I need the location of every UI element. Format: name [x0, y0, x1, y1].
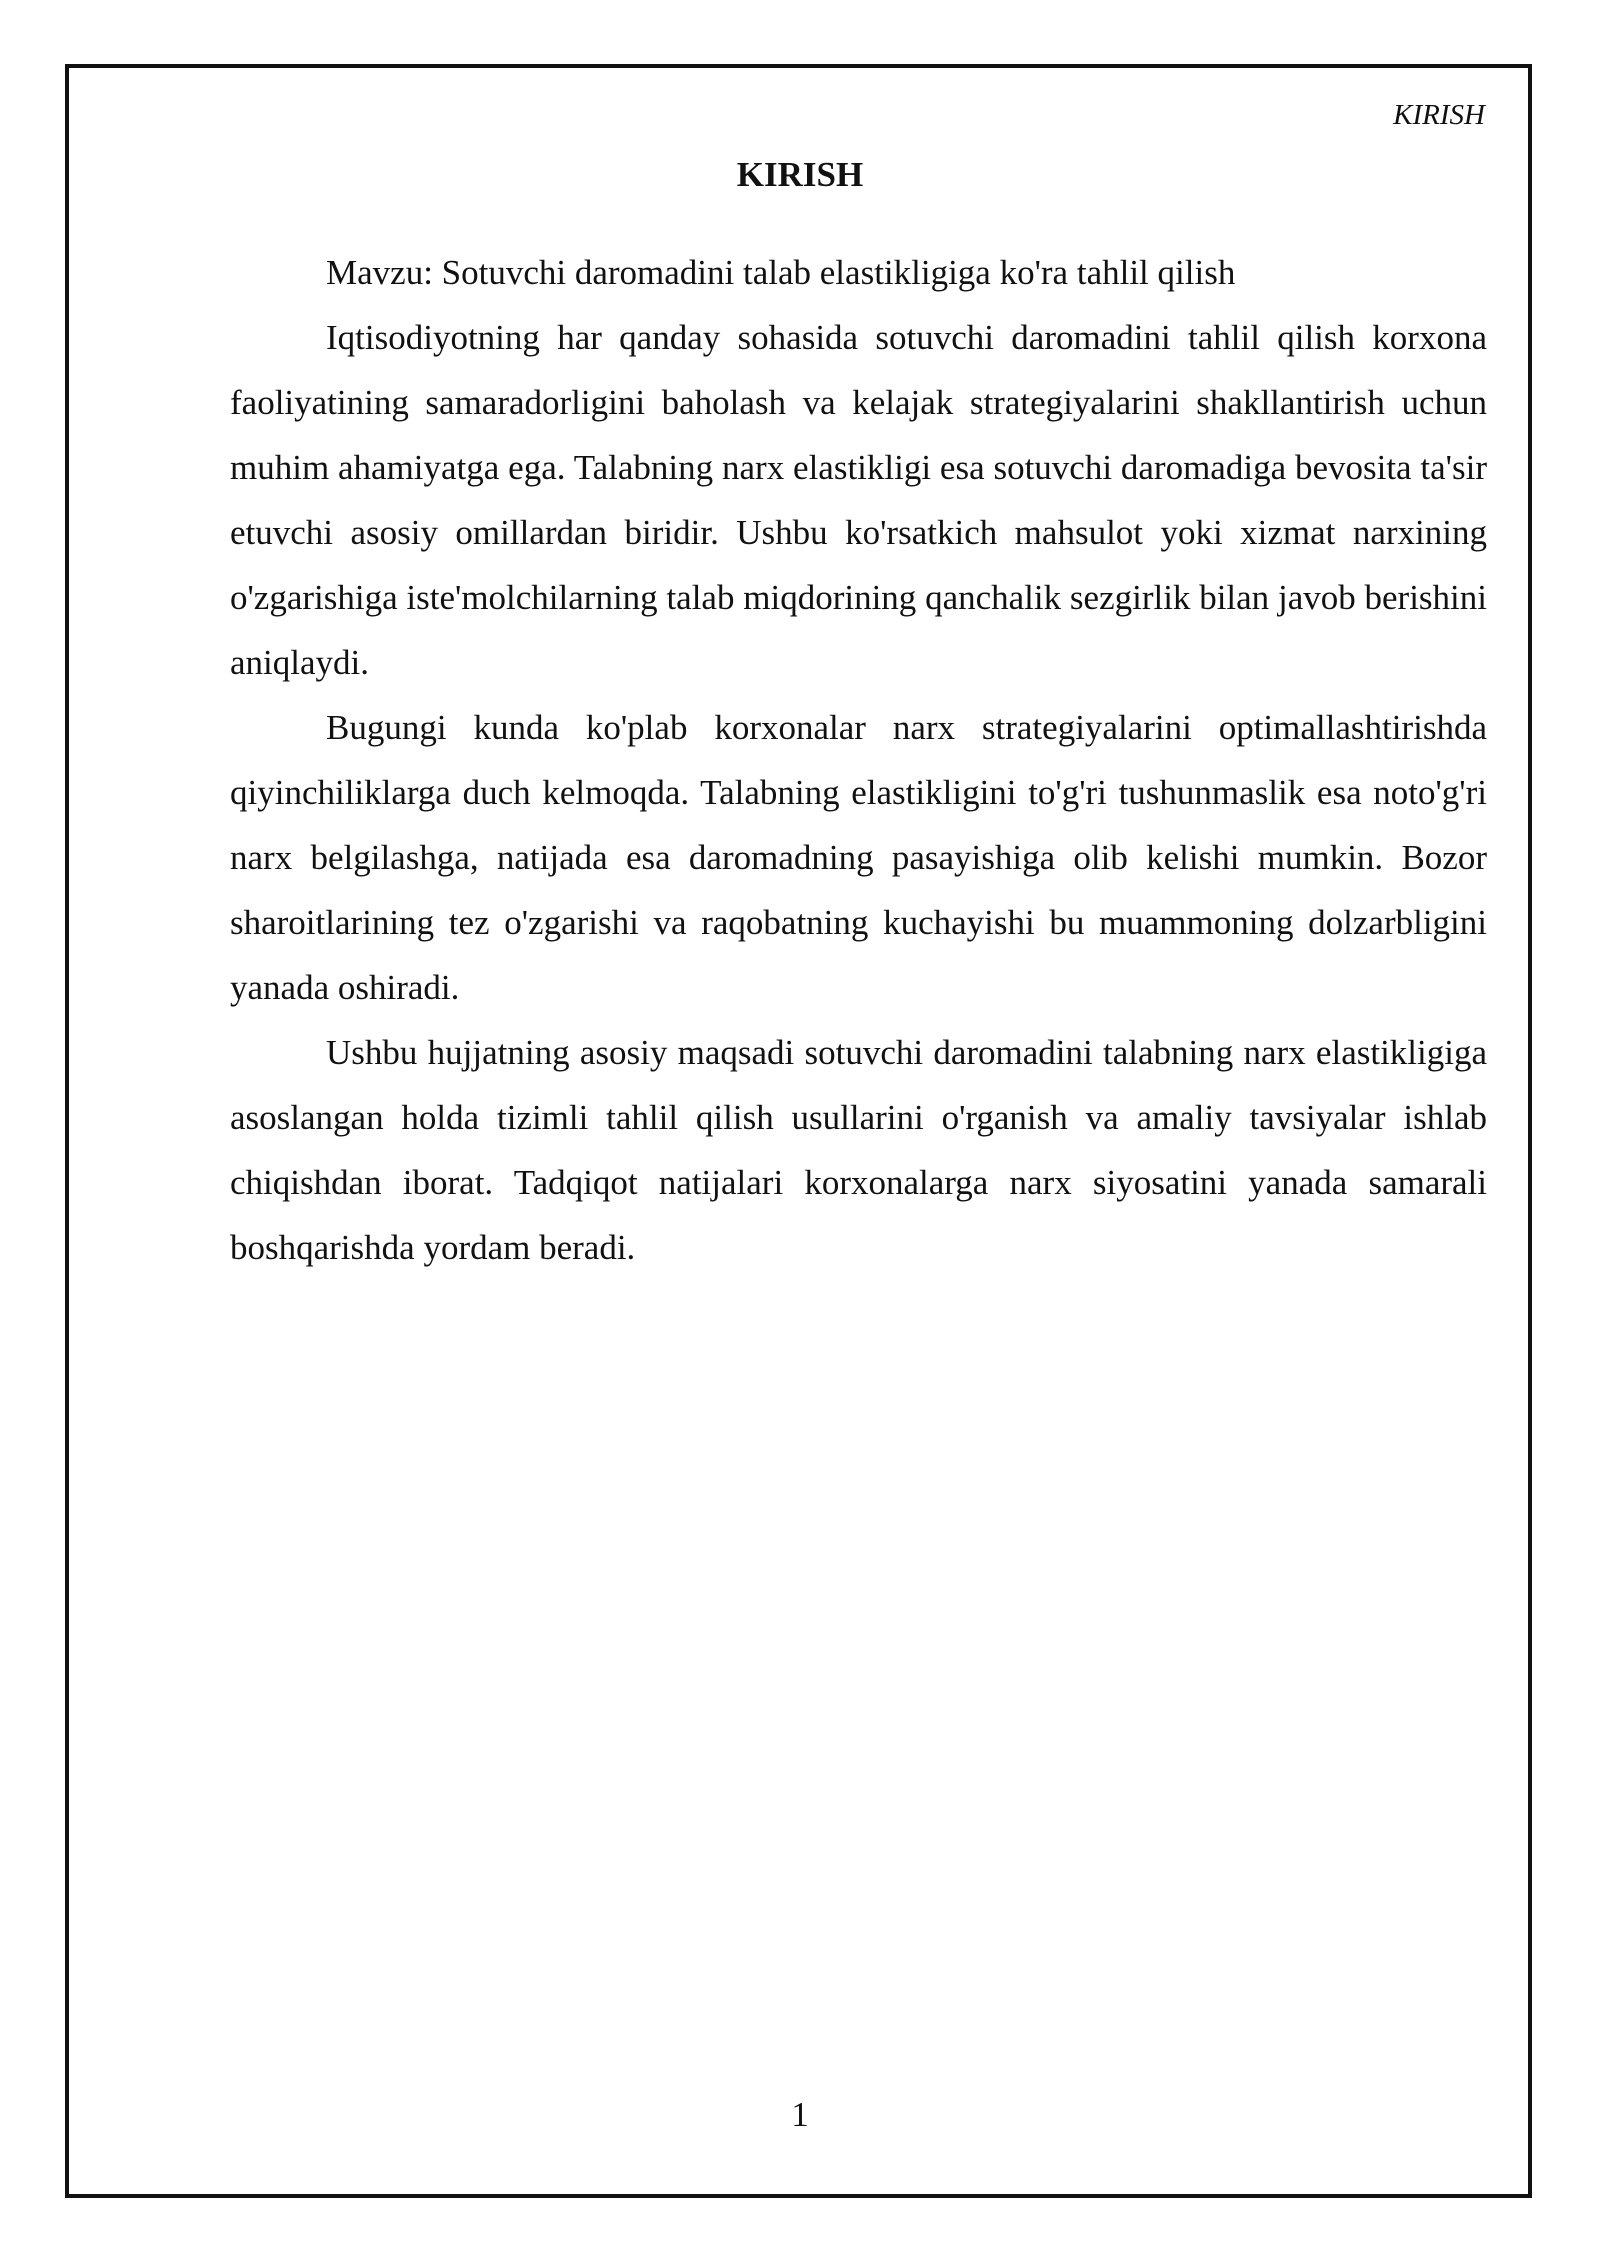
document-body	[230, 240, 1487, 1280]
paragraph-3: Ushbu hujjatning asosiy maqsadi sotuvchi daromadini talabning narx elastikligiga asoslangan holda tizimli tahlil qilish usullarini o'rganish va amaliy tavsiyalar ishlab chiqishdan iborat. Tadqiqot natijalari korxonalarga narx siyosatini yanada samarali boshqarishda yordam beradi.	[230, 1033, 1487, 1267]
page-number: 1	[791, 2095, 809, 2134]
running-header: KIRISH	[1393, 99, 1485, 131]
document-title: KIRISH	[736, 155, 864, 194]
paragraph-2: Bugungi kunda ko'plab korxonalar narx strategiyalarini optimallashtirishda qiyinchiliklarga duch kelmoqda. Talabning elastikligini to'g'ri tushunmaslik esa noto'g'ri narx belgilashga, natijada esa daromadning pasayishiga olib kelishi mumkin. Bozor sharoitlarining tez o'zgarishi va raqobatning kuchayishi bu muammoning dolzarbligini yanada oshiradi.	[230, 708, 1487, 1007]
topic-line: Mavzu: Sotuvchi daromadini talab elastikligiga ko'ra tahlil qilish	[326, 253, 1236, 292]
paragraph-1: Iqtisodiyotning har qanday sohasida sotuvchi daromadini tahlil qilish korxona faoliyatining samaradorligini baholash va kelajak strategiyalarini shakllantirish uchun muhim ahamiyatga ega. Talabning narx elastikligi esa sotuvchi daromadiga bevosita ta'sir etuvchi asosiy omillardan biridir. Ushbu ko'rsatkich mahsulot yoki xizmat narxining o'zgarishiga iste'molchilarning talab miqdorining qanchalik sezgirlik bilan javob berishini aniqlaydi.	[230, 318, 1487, 682]
